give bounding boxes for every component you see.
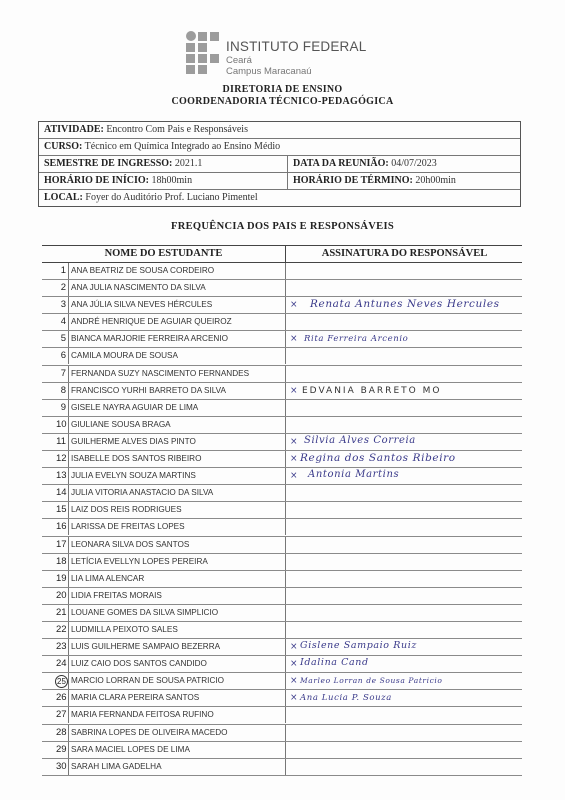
student-name: JULIA VITORIA ANASTACIO DA SILVA xyxy=(71,488,214,498)
attendance-table xyxy=(42,245,522,776)
student-name: LUIZ CAIO DOS SANTOS CANDIDO xyxy=(71,659,207,669)
student-name: LARISSA DE FREITAS LOPES xyxy=(71,522,185,532)
signature-cell xyxy=(290,520,520,535)
student-name: SARAH LIMA GADELHA xyxy=(71,761,162,771)
student-name: MARIA CLARA PEREIRA SANTOS xyxy=(71,693,200,703)
table-row xyxy=(42,537,522,554)
row-number: 13 xyxy=(56,470,67,482)
table-row xyxy=(42,707,522,724)
signature-mark-icon: × xyxy=(290,385,299,396)
signature-cell xyxy=(290,435,520,450)
start-time-label: HORÁRIO DE INÍCIO: xyxy=(44,175,150,186)
signature-cell xyxy=(290,572,520,587)
signature-cell xyxy=(290,555,520,570)
signature-mark-icon: × xyxy=(290,642,299,653)
semester-date-row xyxy=(39,156,520,173)
student-name: FERNANDA SUZY NASCIMENTO FERNANDES xyxy=(71,368,250,378)
table-row xyxy=(42,690,522,707)
student-name: LIA LIMA ALENCAR xyxy=(71,573,145,583)
handwritten-signature: Marleo Lorran de Sousa Patricio xyxy=(300,676,443,686)
row-number: 5 xyxy=(60,333,66,345)
signature-cell xyxy=(290,726,520,741)
table-row xyxy=(42,263,522,280)
table-row xyxy=(42,434,522,451)
table-row xyxy=(42,742,522,759)
institution-state: Ceará xyxy=(226,55,252,66)
handwritten-signature: Antonia Martins xyxy=(308,469,400,481)
student-name: BIANCA MARJORIE FERREIRA ARCENIO xyxy=(71,334,228,344)
signature-mark-icon: × xyxy=(290,300,299,311)
table-row xyxy=(42,485,522,502)
signature-cell xyxy=(290,264,520,279)
student-name: LOUANE GOMES DA SILVA SIMPLICIO xyxy=(71,607,219,617)
signature-cell xyxy=(290,589,520,604)
table-row xyxy=(42,622,522,639)
signature-cell xyxy=(290,332,520,347)
table-row xyxy=(42,605,522,622)
signature-cell xyxy=(290,401,520,416)
location-label: LOCAL: xyxy=(44,192,83,203)
student-name: LUIS GUILHERME SAMPAIO BEZERRA xyxy=(71,642,221,652)
table-row xyxy=(42,502,522,519)
handwritten-signature: Renata Antunes Neves Hercules xyxy=(310,298,500,311)
signature-header: ASSINATURA DO RESPONSÁVEL xyxy=(321,248,488,259)
meeting-date-value: 04/07/2023 xyxy=(391,158,437,169)
table-row xyxy=(42,571,522,588)
table-row xyxy=(42,297,522,314)
student-name: SARA MACIEL LOPES DE LIMA xyxy=(71,744,190,754)
signature-cell xyxy=(290,281,520,296)
row-number: 29 xyxy=(56,743,67,755)
activity-label: ATIVIDADE: xyxy=(44,124,104,135)
row-number: 7 xyxy=(60,367,66,379)
row-number: 25 xyxy=(55,675,68,688)
directorate-title: DIRETORIA DE ENSINO xyxy=(222,84,343,95)
row-number: 18 xyxy=(56,555,67,567)
attendance-title: FREQUÊNCIA DOS PAIS E RESPONSÁVEIS xyxy=(171,221,394,232)
student-name-header: NOME DO ESTUDANTE xyxy=(104,248,223,259)
student-name: JULIA EVELYN SOUZA MARTINS xyxy=(71,471,196,481)
signature-mark-icon: × xyxy=(290,471,299,482)
student-name: GIULIANE SOUSA BRAGA xyxy=(71,419,171,429)
table-row xyxy=(42,725,522,742)
row-number: 19 xyxy=(56,572,67,584)
signature-cell xyxy=(290,367,520,382)
row-number: 16 xyxy=(56,521,67,533)
coordination-title: COORDENADORIA TÉCNICO-PEDAGÓGICA xyxy=(171,96,394,107)
signature-mark-icon: × xyxy=(290,693,299,704)
activity-value: Encontro Com Pais e Responsáveis xyxy=(106,124,248,135)
handwritten-signature: Idalina Cand xyxy=(300,657,369,669)
table-row xyxy=(42,759,522,776)
signature-mark-icon: × xyxy=(290,676,299,687)
row-number: 27 xyxy=(56,709,67,721)
time-row xyxy=(39,173,520,190)
course-row xyxy=(39,139,520,156)
student-name: ANA BEATRIZ DE SOUSA CORDEIRO xyxy=(71,266,215,275)
end-time-label: HORÁRIO DE TÉRMINO: xyxy=(293,175,413,186)
row-number: 12 xyxy=(56,453,67,465)
signature-cell xyxy=(290,298,520,313)
table-row xyxy=(42,280,522,297)
row-number: 24 xyxy=(56,658,67,670)
course-label: CURSO: xyxy=(44,141,83,152)
signature-cell xyxy=(290,349,520,364)
location-value: Foyer do Auditório Prof. Luciano Pimentel xyxy=(85,192,258,203)
student-name: LETÍCIA EVELLYN LOPES PEREIRA xyxy=(71,556,208,566)
row-number: 2 xyxy=(60,282,66,294)
handwritten-signature: Regina dos Santos Ribeiro xyxy=(300,452,456,465)
signature-cell xyxy=(290,674,520,689)
student-name: CAMILA MOURA DE SOUSA xyxy=(71,351,178,361)
start-time-value: 18h00min xyxy=(151,175,193,186)
signature-cell xyxy=(290,606,520,621)
signature-cell xyxy=(290,315,520,330)
row-number: 11 xyxy=(56,435,66,447)
table-row xyxy=(42,314,522,331)
signature-cell xyxy=(290,657,520,672)
handwritten-signature: Ana Lucia P. Souza xyxy=(300,693,392,704)
signature-cell xyxy=(290,760,520,775)
row-number: 20 xyxy=(56,589,67,601)
student-name: FRANCISCO YURHI BARRETO DA SILVA xyxy=(71,385,226,395)
semester-label: SEMESTRE DE INGRESSO: xyxy=(44,158,173,169)
signature-cell xyxy=(290,452,520,467)
table-row xyxy=(42,400,522,417)
signature-cell xyxy=(290,623,520,638)
table-row xyxy=(42,383,522,400)
signature-mark-icon: × xyxy=(290,659,299,670)
handwritten-signature: Rita Ferreira Arcenio xyxy=(304,334,409,345)
student-name: ANDRÉ HENRIQUE DE AGUIAR QUEIROZ xyxy=(71,317,232,327)
table-header xyxy=(42,246,522,263)
row-number: 9 xyxy=(60,401,66,413)
table-row xyxy=(42,366,522,383)
meeting-info-box xyxy=(38,121,521,207)
table-row xyxy=(42,331,522,348)
row-number: 17 xyxy=(56,538,67,550)
table-row xyxy=(42,417,522,434)
row-number: 30 xyxy=(56,760,67,772)
row-number: 15 xyxy=(56,504,67,516)
student-name: MARIA FERNANDA FEITOSA RUFINO xyxy=(71,710,214,720)
institution-campus: Campus Maracanaú xyxy=(226,66,312,77)
row-number: 3 xyxy=(60,299,66,311)
institution-name: INSTITUTO FEDERAL xyxy=(226,39,367,54)
student-name: SABRINA LOPES DE OLIVEIRA MACEDO xyxy=(71,727,228,737)
handwritten-signature: Silvia Alves Correia xyxy=(304,434,416,446)
signature-cell xyxy=(290,538,520,553)
row-number: 6 xyxy=(60,350,66,362)
signature-cell xyxy=(290,743,520,758)
signature-cell xyxy=(290,486,520,501)
table-row xyxy=(42,554,522,571)
meeting-date-label: DATA DA REUNIÃO: xyxy=(293,158,389,169)
table-row xyxy=(42,451,522,468)
handwritten-signature: Gislene Sampaio Ruiz xyxy=(300,640,417,652)
end-time-value: 20h00min xyxy=(415,175,456,186)
row-number: 26 xyxy=(56,692,67,704)
student-name: LUDMILLA PEIXOTO SALES xyxy=(71,624,178,634)
table-row xyxy=(42,673,522,690)
student-name: LEONARA SILVA DOS SANTOS xyxy=(71,539,190,549)
student-name: LAIZ DOS REIS RODRIGUES xyxy=(71,505,182,515)
handwritten-signature: EDVANIA BARRETO MO xyxy=(302,385,442,396)
signature-cell xyxy=(290,503,520,518)
row-number: 8 xyxy=(60,384,66,396)
student-name: ANA JÚLIA SILVA NEVES HÉRCULES xyxy=(71,300,213,310)
signature-cell xyxy=(290,640,520,655)
semester-value: 2021.1 xyxy=(174,158,203,169)
student-name: GISELE NAYRA AGUIAR DE LIMA xyxy=(71,402,199,412)
table-row xyxy=(42,348,522,365)
signature-cell xyxy=(290,469,520,484)
table-row xyxy=(42,639,522,656)
student-name: LIDIA FREITAS MORAIS xyxy=(71,590,162,600)
signature-mark-icon: × xyxy=(290,454,299,465)
row-number: 4 xyxy=(60,316,66,328)
table-row xyxy=(42,656,522,673)
student-name: ANA JULIA NASCIMENTO DA SILVA xyxy=(71,283,206,293)
signature-cell xyxy=(290,384,520,399)
activity-row xyxy=(39,122,520,139)
row-number: 1 xyxy=(60,265,66,276)
row-number: 23 xyxy=(56,641,67,653)
location-row xyxy=(39,190,520,206)
table-row xyxy=(42,588,522,605)
table-row xyxy=(42,468,522,485)
signature-mark-icon: × xyxy=(290,334,299,345)
student-name: ISABELLE DOS SANTOS RIBEIRO xyxy=(71,454,202,464)
institution-logo xyxy=(186,31,386,81)
student-name: GUILHERME ALVES DIAS PINTO xyxy=(71,436,196,446)
signature-mark-icon: × xyxy=(290,436,299,447)
table-row xyxy=(42,519,522,536)
signature-cell xyxy=(290,418,520,433)
student-name: MARCIO LORRAN DE SOUSA PATRICIO xyxy=(71,676,225,686)
signature-cell xyxy=(290,691,520,706)
logo-mark-icon xyxy=(186,31,220,75)
signature-cell xyxy=(290,708,520,723)
row-number: 10 xyxy=(56,418,67,430)
row-number: 14 xyxy=(56,487,67,499)
course-value: Técnico em Química Integrado ao Ensino Médio xyxy=(84,141,281,152)
row-number: 22 xyxy=(56,623,67,635)
row-number: 21 xyxy=(56,606,67,618)
row-number: 28 xyxy=(56,726,67,738)
